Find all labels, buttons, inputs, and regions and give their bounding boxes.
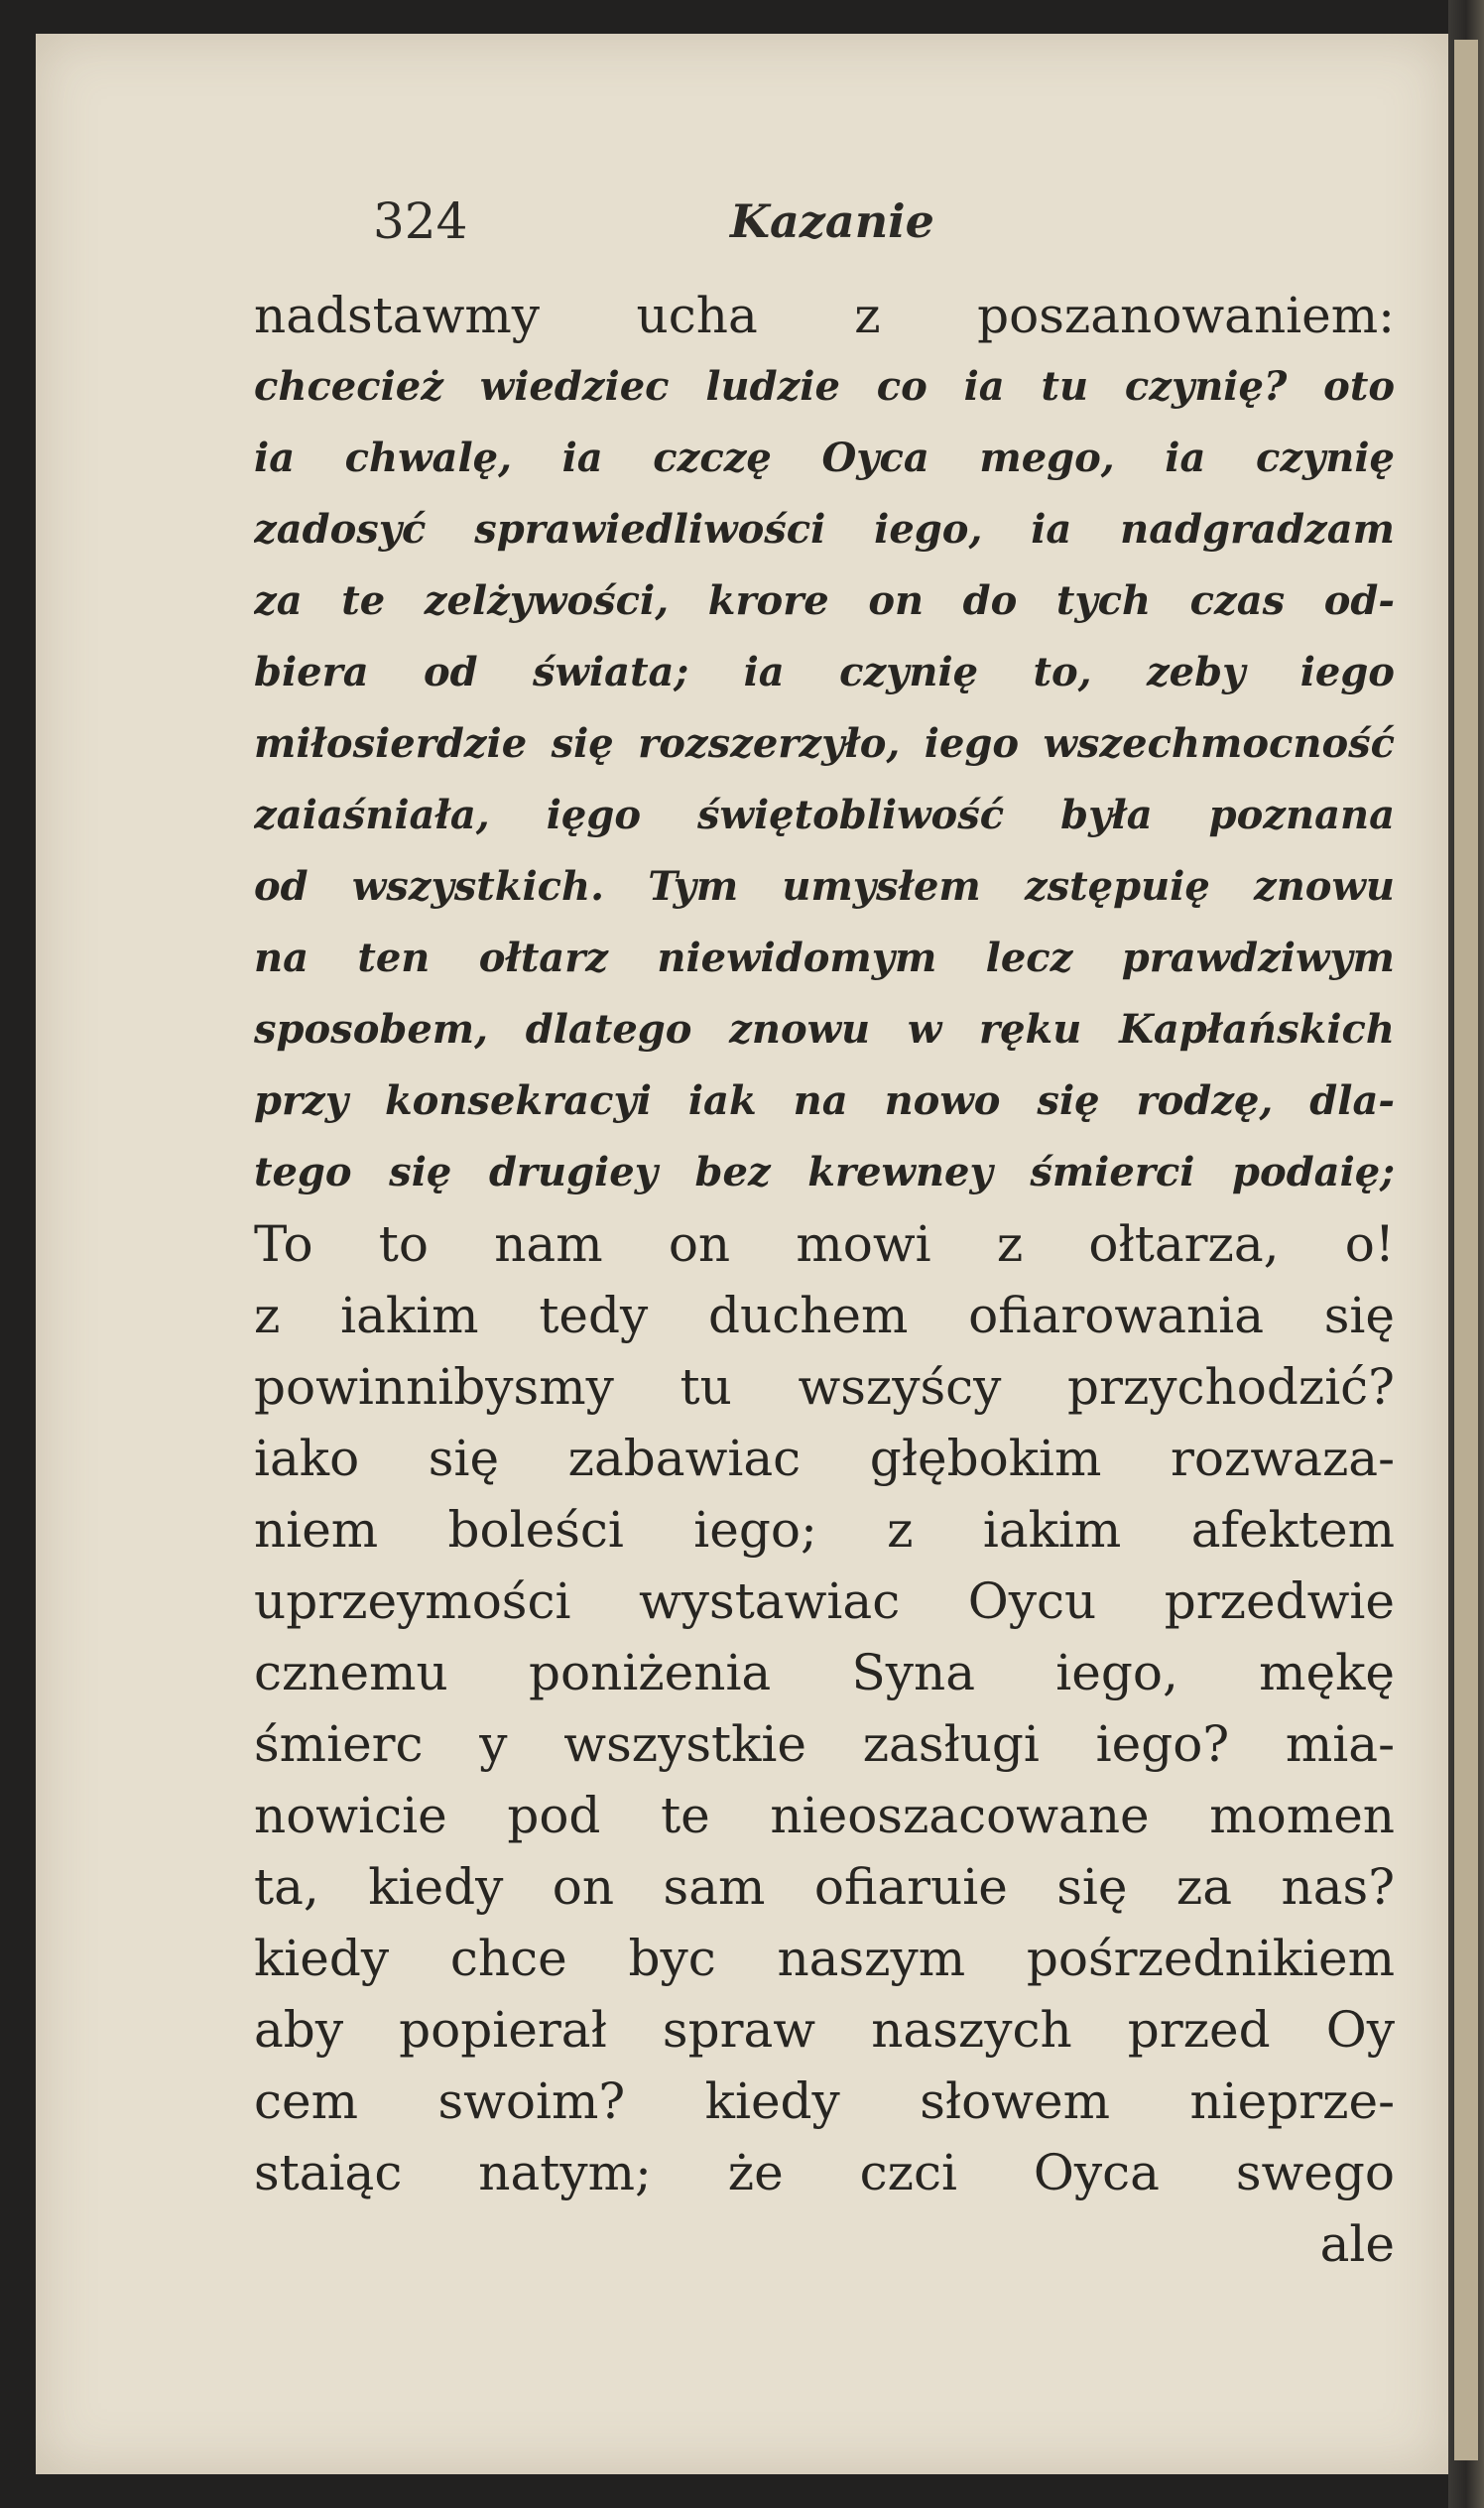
text-line: niem boleści iego; z iakim afektem xyxy=(254,1501,1395,1559)
text-line: sposobem, dlatego znowu w ręku Kapłańskich xyxy=(254,1006,1395,1053)
text-line: nadstawmy ucha z poszanowaniem: xyxy=(254,287,1395,344)
text-line: To to nam on mowi z ołtarza, o! xyxy=(254,1215,1395,1273)
text-line: cznemu poniżenia Syna iego, mękę xyxy=(254,1644,1395,1701)
text-line: kiedy chce byc naszym pośrzednikiem xyxy=(254,1930,1395,1987)
book-page xyxy=(36,34,1448,2474)
running-title: Kazanie xyxy=(730,194,934,248)
text-line: od wszystkich. Tym umysłem zstępuię znowu xyxy=(254,863,1395,910)
text-line: aby popierał spraw naszych przed Oy xyxy=(254,2001,1395,2059)
text-line: tego się drugiey bez krewney śmierci podaię; xyxy=(254,1149,1395,1195)
text-line: śmierc y wszystkie zasługi iego? mia- xyxy=(254,1715,1395,1773)
text-line: na ten ołtarz niewidomym lecz prawdziwym xyxy=(254,935,1395,981)
body-text xyxy=(254,280,1395,2280)
text-line: zaiaśniała, ięgo świętobliwość była poznana xyxy=(254,792,1395,838)
text-line: nowicie pod te nieoszacowane momen xyxy=(254,1787,1395,1844)
text-line: powinnibysmy tu wszyścy przychodzić? xyxy=(254,1358,1395,1416)
page-number: 324 xyxy=(373,192,468,250)
text-line: staiąc natym; że czci Oyca swego xyxy=(254,2144,1395,2201)
text-line: biera od świata; ia czynię to, zeby iego xyxy=(254,649,1395,695)
text-line: cem swoim? kiedy słowem nieprze- xyxy=(254,2072,1395,2130)
text-line: zadosyć sprawiedliwości iego, ia nadgradzam xyxy=(254,506,1395,553)
text-line: iako się zabawiac głębokim rozwaza- xyxy=(254,1430,1395,1487)
text-line: chcecież wiedziec ludzie co ia tu czynię? oto xyxy=(254,363,1395,410)
text-line: z iakim tedy duchem ofiarowania się xyxy=(254,1287,1395,1344)
catchword: ale xyxy=(1319,2215,1395,2273)
facing-page-edge xyxy=(1454,40,1478,2460)
text-line: ta, kiedy on sam ofiaruie się za nas? xyxy=(254,1858,1395,1916)
text-line: miłosierdzie się rozszerzyło, iego wszechmocność xyxy=(254,720,1395,767)
page-header xyxy=(36,192,1448,282)
text-line: uprzeymości wystawiac Oycu przedwie xyxy=(254,1572,1395,1630)
text-line: przy konsekracyi iak na nowo się rodzę, dla- xyxy=(254,1077,1395,1124)
text-line: ia chwalę, ia czczę Oyca mego, ia czynię xyxy=(254,435,1395,481)
text-line: za te zelżywości, krore on do tych czas od- xyxy=(254,577,1395,624)
